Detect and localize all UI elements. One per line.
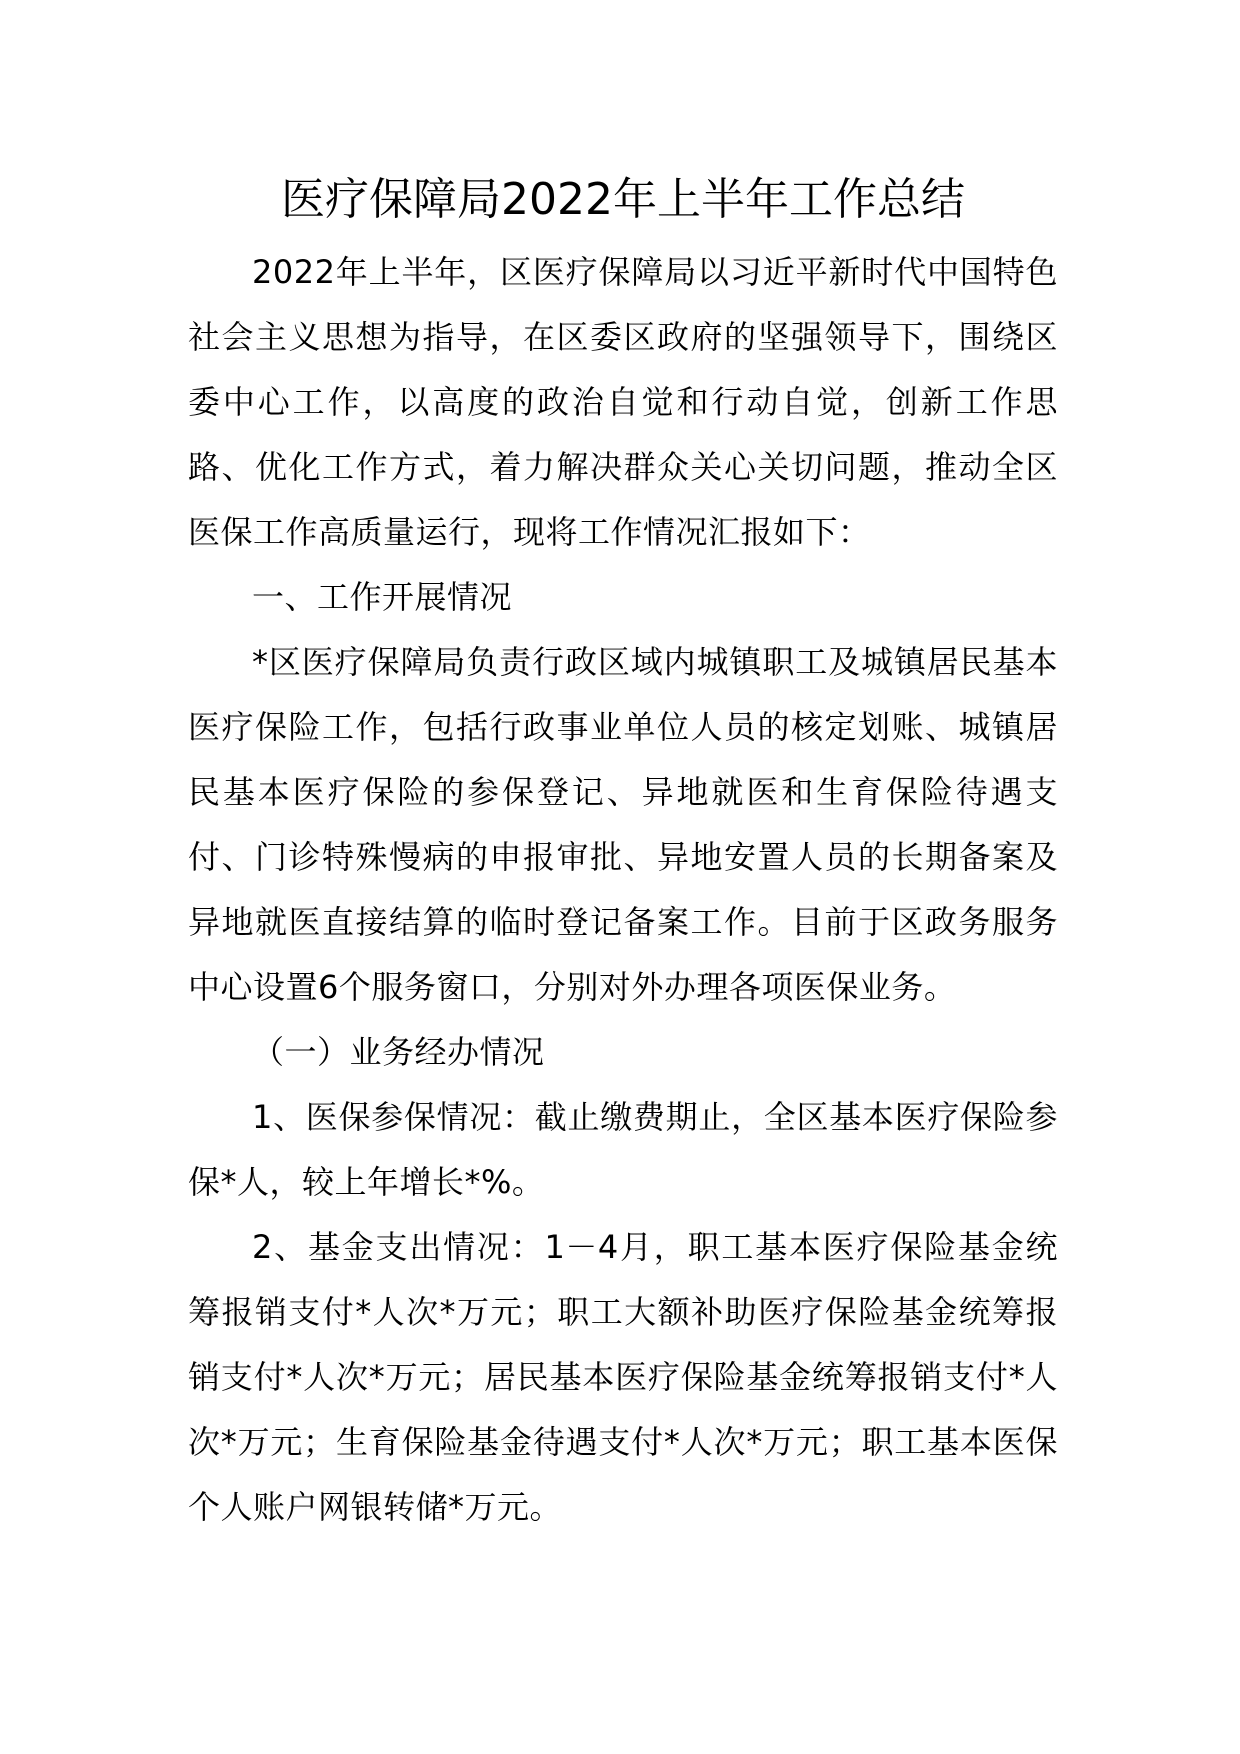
intro-paragraph: 2022年上半年，区医疗保障局以习近平新时代中国特色社会主义思想为指导，在区委区政府的坚强领导下，围绕区委中心工作，以高度的政治自觉和行动自觉，创新工作思路、优化工作方式，着力解决群众关心关切问题，推动全区医保工作高质量运行，现将工作情况汇报如下： xyxy=(188,253,1058,551)
enrollment-paragraph: 1、医保参保情况：截止缴费期止，全区基本医疗保险参保*人，较上年增长*%。 xyxy=(188,1098,1058,1201)
fund-expenditure-paragraph: 2、基金支出情况：1－4月，职工基本医疗保险基金统筹报销支付*人次*万元；职工大额补助医疗保险基金统筹报销支付*人次*万元；居民基本医疗保险基金统筹报销支付*人次*万元；生育保险基金待遇支付*人次*万元；职工基本医保个人账户网银转储*万元。 xyxy=(188,1228,1058,1526)
section-heading-work-status: 一、工作开展情况 xyxy=(252,578,513,616)
responsibility-paragraph: *区医疗保障局负责行政区域内城镇职工及城镇居民基本医疗保险工作，包括行政事业单位人员的核定划账、城镇居民基本医疗保险的参保登记、异地就医和生育保险待遇支付、门诊特殊慢病的申报审批、异地安置人员的长期备案及异地就医直接结算的临时登记备案工作。目前于区政务服务中心设置6个服务窗口，分别对外办理各项医保业务。 xyxy=(188,643,1058,1006)
subsection-heading-business: （一）业务经办情况 xyxy=(252,1033,545,1071)
document-page xyxy=(188,160,1058,1540)
document-title: 医疗保障局2022年上半年工作总结 xyxy=(281,174,965,225)
